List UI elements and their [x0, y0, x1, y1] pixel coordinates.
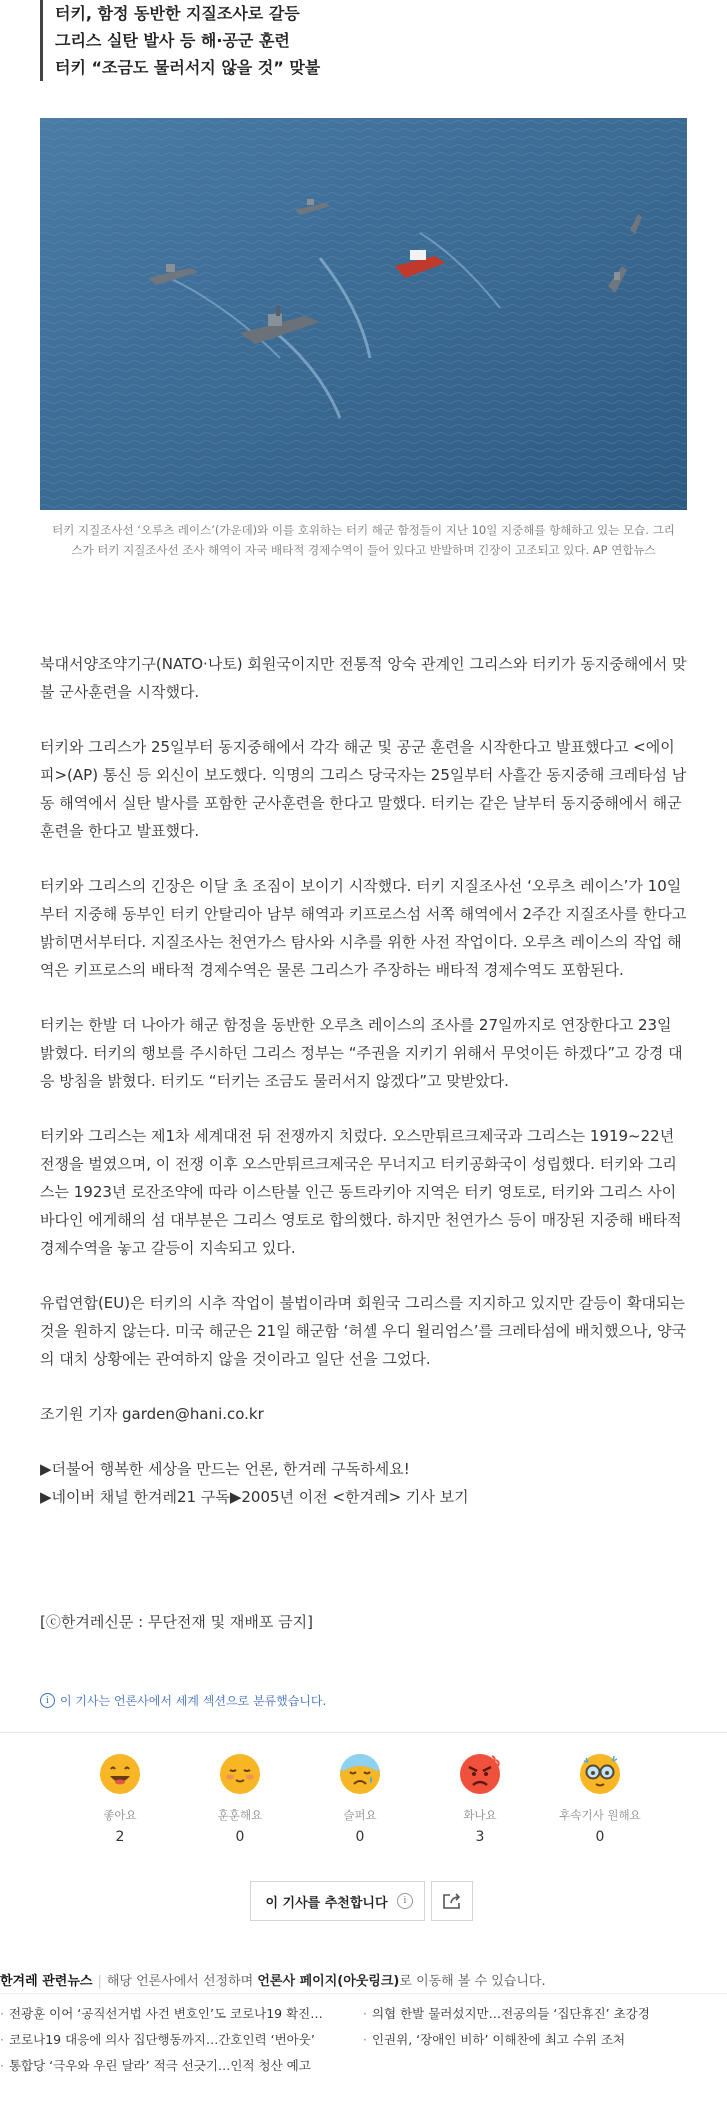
- smile-face-icon: [98, 1752, 142, 1796]
- related-news-header: 한겨레 관련뉴스 | 해당 언론사에서 선정하며 언론사 페이지(아웃링크)로 이동해 볼 수 있습니다.: [0, 1974, 546, 1989]
- paragraph: 북대서양조약기구(NATO·나토) 회원국이지만 전통적 앙숙 관계인 그리스와 터키가 동지중해에서 맞불 군사훈련을 시작했다.: [40, 655, 687, 701]
- reaction-count: 2: [115, 1829, 125, 1845]
- reaction-count: 0: [355, 1829, 365, 1845]
- reaction-want-followup[interactable]: [540, 1752, 660, 1845]
- paragraph: 터키와 그리스는 제1차 세계대전 뒤 전쟁까지 치렀다. 오스만튀르크제국과 그리스는 1919~22년 전쟁을 벌였으며, 이 전쟁 이후 오스만튀르크제국은 무너지고 터키공화국이 성립했다. 터키와 그리스는 1923년 로잔조약에 따라 이스탄불 인근 동트라키아 지역은 터키 영토로, 터키와 그리스 사이 바다인 에게해의 섬 대부분은 그리스 영토로 합의했다. 하지만 천연가스 등이 매장된 지중해 배타적 경제수역을 놓고 갈등이 지속되고 있다.: [40, 1127, 682, 1257]
- channel-link[interactable]: ▶네이버 채널 한겨레21 구독▶2005년 이전 <한겨레> 기사 보기: [40, 1488, 469, 1506]
- paragraph: 터키와 그리스가 25일부터 동지중해에서 각각 해군 및 공군 훈련을 시작한다고 발표했다고 <에이피>(AP) 통신 등 외신이 보도했다. 익명의 그리스 당국자는 25일부터 사흘간 동지중해 크레타섬 남동 해역에서 실탄 발사를 포함한 군사훈련을 한다고 말했다. 터키는 같은 날부터 동지중해에서 해군 훈련을 한다고 발표했다.: [40, 738, 687, 840]
- article-photo[interactable]: [40, 118, 687, 510]
- sad-face-icon: [338, 1752, 382, 1796]
- reaction-sad[interactable]: [300, 1752, 420, 1845]
- article-body: [40, 650, 688, 1511]
- reaction-label: 화나요: [463, 1808, 497, 1822]
- caption-line: 스가 터키 지질조사선 조사 해역이 자국 배타적 경제수역이 들어 있다고 반발하며 긴장이 고조되고 있다. AP 연합뉴스: [71, 543, 656, 557]
- article-summary: [40, 0, 555, 81]
- paragraph: 터키와 그리스의 긴장은 이달 초 조짐이 보이기 시작했다. 터키 지질조사선 ‘오루츠 레이스’가 10일부터 지중해 동부인 터키 안탈리아 남부 해역과 키프로스섬 서쪽 해역에서 2주간 지질조사를 한다고 밝히면서부터다. 지질조사는 천연가스 탐사와 시추를 위한 사전 작업이다. 오루츠 레이스의 작업 해역은 키프로스의 배타적 경제수역은 물론 그리스가 주장하는 배타적 경제수역도 포함된다.: [40, 877, 687, 979]
- share-icon: [442, 1892, 462, 1910]
- related-news-link[interactable]: 코로나19 대응에 의사 집단행동까지…간호인력 ‘번아웃’: [8, 2032, 315, 2047]
- reaction-label: 슬퍼요: [343, 1808, 377, 1822]
- divider: [0, 1993, 727, 1994]
- recommend-label: 이 기사를 추천합니다: [265, 1895, 388, 1911]
- related-news-link[interactable]: 의협 한발 물러섰지만…전공의들 ‘집단휴진’ 초강경: [371, 2006, 650, 2021]
- related-news-item[interactable]: · 코로나19 대응에 의사 집단행동까지…간호인력 ‘번아웃’: [0, 2032, 315, 2047]
- related-note: 해당 언론사에서 선정하며: [106, 1974, 254, 1989]
- caption-line: 터키 지질조사선 ‘오루츠 레이스’(가운데)와 이를 호위하는 터키 해군 함정들이 지난 10일 지중해를 항해하고 있는 모습. 그리: [52, 523, 675, 537]
- classification-text: 이 기사는 언론사에서 세계 섹션으로 분류했습니다.: [60, 1694, 327, 1708]
- reaction-count: 0: [235, 1829, 245, 1845]
- photo-caption: [40, 520, 687, 560]
- related-news-link[interactable]: 전광훈 이어 ‘공직선거법 사건 변호인’도 코로나19 확진…: [8, 2006, 323, 2021]
- byline: 조기원 기자 garden@hani.co.kr: [40, 1405, 264, 1423]
- related-note-bold: 언론사 페이지(아웃링크): [257, 1974, 400, 1989]
- paragraph: 유럽연합(EU)은 터키의 시추 작업이 불법이라며 회원국 그리스를 지지하고 있지만 갈등이 확대되는 것을 원하지 않는다. 미국 해군은 21일 해군함 ‘허셸 우디 윌리엄스’를 크레타섬에 배치했으나, 양국의 대치 상황에는 관여하지 않을 것이라고 일단 선을 그었다.: [40, 1294, 686, 1368]
- angry-face-icon: [458, 1752, 502, 1796]
- reaction-label: 좋아요: [103, 1808, 137, 1822]
- share-button[interactable]: [431, 1881, 473, 1921]
- recommend-info-icon[interactable]: i: [397, 1893, 413, 1909]
- related-news-item[interactable]: · 전광훈 이어 ‘공직선거법 사건 변호인’도 코로나19 확진…: [0, 2006, 323, 2021]
- related-news-link[interactable]: 인권위, ‘장애인 비하’ 이해찬에 최고 수위 조처: [371, 2032, 626, 2047]
- related-note-tail: 로 이동해 볼 수 있습니다.: [399, 1974, 546, 1989]
- reaction-count: 3: [475, 1829, 485, 1845]
- copyright-notice: [ⓒ한겨레신문 : 무단전재 및 재배포 금지]: [40, 1613, 313, 1631]
- paragraph: 터키는 한발 더 나아가 해군 함정을 동반한 오루츠 레이스의 조사를 27일까지로 연장한다고 23일 밝혔다. 터키의 행보를 주시하던 그리스 정부는 “주권을 지키기 위해서 무엇이든 하겠다”고 강경 대응 방침을 밝혔다. 터키도 “터키는 조금도 물러서지 않겠다”고 맞받았다.: [40, 1016, 683, 1090]
- related-news-item[interactable]: · 통합당 ‘극우와 우린 달라’ 적극 선긋기…인적 청산 예고: [0, 2058, 311, 2073]
- summary-line: 터키, 함정 동반한 지질조사로 갈등: [55, 4, 300, 23]
- reaction-label: 후속기사 원해요: [559, 1808, 641, 1822]
- reaction-like[interactable]: [60, 1752, 180, 1845]
- divider: [0, 1732, 727, 1733]
- reaction-bar: [60, 1752, 660, 1845]
- related-news-link[interactable]: 통합당 ‘극우와 우린 달라’ 적극 선긋기…인적 청산 예고: [8, 2058, 311, 2073]
- summary-line: 그리스 실탄 발사 등 해·공군 훈련: [55, 31, 290, 50]
- glasses-face-icon: [578, 1752, 622, 1796]
- related-news-item[interactable]: · 의협 한발 물러섰지만…전공의들 ‘집단휴진’ 초강경: [363, 2006, 650, 2021]
- reaction-count: 0: [595, 1829, 605, 1845]
- reaction-label: 훈훈해요: [217, 1808, 263, 1822]
- summary-line: 터키 “조금도 물러서지 않을 것” 맞불: [55, 58, 321, 77]
- warm-face-icon: [218, 1752, 262, 1796]
- section-classification[interactable]: [40, 1692, 326, 1709]
- reaction-warm[interactable]: [180, 1752, 300, 1845]
- related-news-title[interactable]: 한겨레 관련뉴스: [0, 1974, 93, 1989]
- reaction-angry[interactable]: [420, 1752, 540, 1845]
- related-news-item[interactable]: · 인권위, ‘장애인 비하’ 이해찬에 최고 수위 조처: [363, 2032, 626, 2047]
- info-icon: i: [40, 1693, 55, 1708]
- subscribe-link[interactable]: ▶더불어 행복한 세상을 만드는 언론, 한겨레 구독하세요!: [40, 1460, 410, 1478]
